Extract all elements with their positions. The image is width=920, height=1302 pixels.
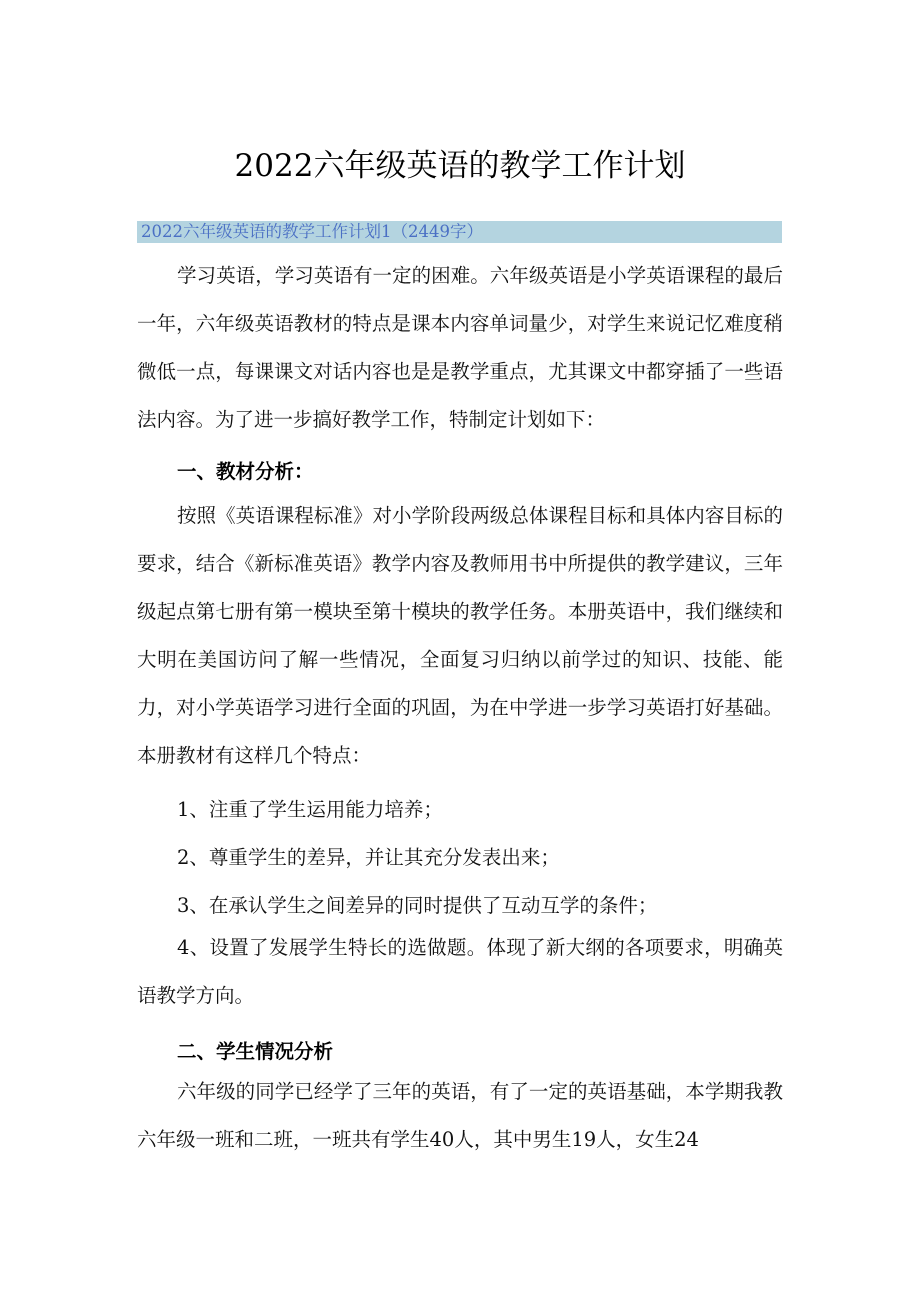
textbook-analysis-paragraph: 按照《英语课程标准》对小学阶段两级总体课程目标和具体内容目标的要求，结合《新标准英语》教学内容及教师用书中所提供的教学建议，三年级起点第七册有第一模块至第十模块的教学任务。本册英语中，我们继续和大明在美国访问了解一些情况，全面复习归纳以前学过的知识、技能、能力，对小学英语学习进行全面的巩固，为在中学进一步学习英语打好基础。本册教材有这样几个特点： bbox=[137, 504, 783, 767]
list-item-4: 4、设置了发展学生特长的选做题。体现了新大纲的各项要求，明确英语教学方向。 bbox=[137, 936, 783, 1007]
list-item: 3、在承认学生之间差异的同时提供了互动互学的条件； bbox=[177, 894, 658, 917]
heading-student-analysis: 二、学生情况分析 bbox=[177, 1040, 334, 1063]
section-heading: 2022六年级英语的教学工作计划1（2449字） bbox=[137, 221, 782, 243]
document-title: 2022六年级英语的教学工作计划 bbox=[234, 148, 686, 184]
list-item: 1、注重了学生运用能力培养； bbox=[177, 798, 443, 821]
intro-paragraph: 学习英语，学习英语有一定的困难。六年级英语是小学英语课程的最后一年，六年级英语教材的特点是课本内容单词量少，对学生来说记忆难度稍微低一点，每课课文对话内容也是是教学重点，尤其课文中都穿插了一些语法内容。为了进一步搞好教学工作，特制定计划如下： bbox=[137, 264, 783, 431]
student-analysis-paragraph: 六年级的同学已经学了三年的英语，有了一定的英语基础，本学期我教六年级一班和二班，一班共有学生40人，其中男生19人，女生24 bbox=[137, 1080, 783, 1151]
list-item: 2、尊重学生的差异，并让其充分发表出来； bbox=[177, 846, 560, 869]
heading-textbook-analysis: 一、教材分析： bbox=[177, 460, 314, 483]
